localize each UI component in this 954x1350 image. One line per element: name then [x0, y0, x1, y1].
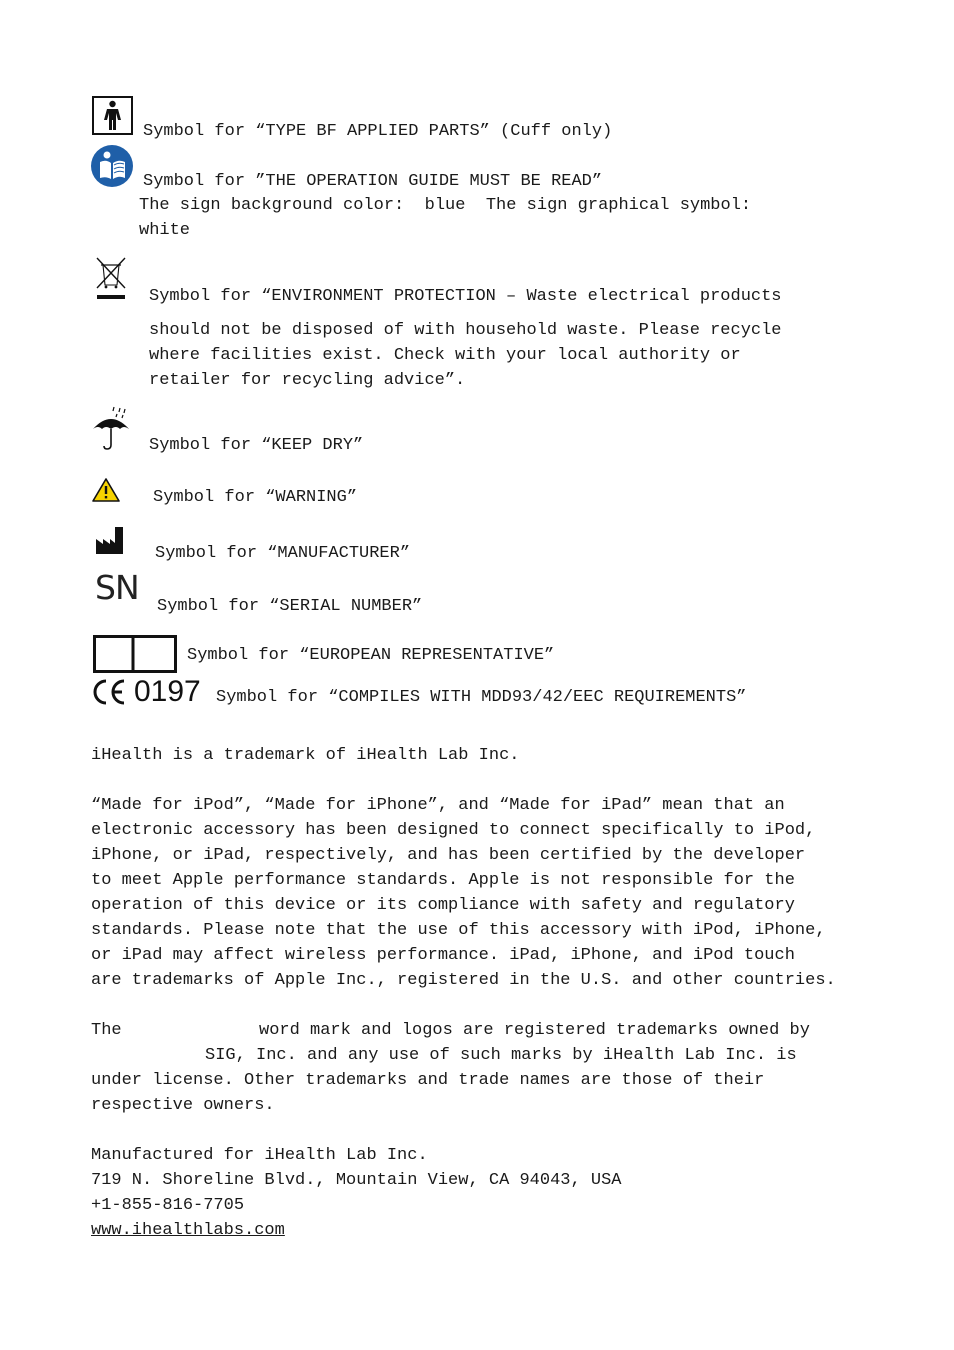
bt-line-4: respective owners. [91, 1096, 275, 1115]
guide-symbol-text: Symbol for ”THE OPERATION GUIDE MUST BE READ” [143, 172, 603, 191]
type-bf-icon [92, 96, 134, 136]
ec-rep-text: Symbol for “EUROPEAN REPRESENTATIVE” [187, 646, 555, 665]
website-link[interactable]: www.ihealthlabs.com [91, 1221, 285, 1240]
warning-icon [91, 477, 121, 503]
weee-text-line-2: should not be disposed of with household waste. Please recycle [149, 321, 782, 340]
apple-line-4: to meet Apple performance standards. Apple is not responsible for the [91, 871, 795, 890]
apple-line-3: iPhone, or iPad, respectively, and has been certified by the developer [91, 846, 806, 865]
weee-text-line-3: where facilities exist. Check with your local authority or [149, 346, 741, 365]
weee-text-line-4: retailer for recycling advice”. [149, 371, 466, 390]
ec-rep-icon [93, 635, 177, 673]
apple-line-6: standards. Please note that the use of this accessory with iPod, iPhone, [91, 921, 826, 940]
bf-symbol-text: Symbol for “TYPE BF APPLIED PARTS” (Cuff only) [143, 122, 613, 141]
phone-number: +1-855-816-7705 [91, 1196, 245, 1215]
apple-line-5: operation of this device or its compliance with safety and regulatory [91, 896, 795, 915]
street-address: 719 N. Shoreline Blvd., Mountain View, CA 94043, USA [91, 1171, 622, 1190]
serial-number-icon: SN [95, 568, 139, 607]
manufacturer-text: Symbol for “MANUFACTURER” [155, 544, 411, 563]
manufactured-for: Manufactured for iHealth Lab Inc. [91, 1146, 428, 1165]
ce-notified-body-number: 0197 [134, 675, 201, 708]
bt-line-1b: word mark and logos are registered trademarks owned by [259, 1021, 810, 1040]
trademark-statement: iHealth is a trademark of iHealth Lab Inc. [91, 746, 520, 765]
bt-line-2: SIG, Inc. and any use of such marks by iHealth Lab Inc. is [205, 1046, 797, 1065]
weee-bin-icon [94, 255, 128, 303]
bt-line-3: under license. Other trademarks and trade names are those of their [91, 1071, 765, 1090]
serial-number-text: Symbol for “SERIAL NUMBER” [157, 597, 423, 616]
apple-line-1: “Made for iPod”, “Made for iPhone”, and “Made for iPad” mean that an [91, 796, 785, 815]
guide-color-note-2: white [139, 221, 191, 240]
weee-symbol-text: Symbol for “ENVIRONMENT PROTECTION – Waste electrical products [149, 287, 782, 306]
ce-text: Symbol for “COMPILES WITH MDD93/42/EEC REQUIREMENTS” [216, 688, 747, 707]
guide-color-note: The sign background color: blue The sign graphical symbol: [139, 196, 752, 215]
bt-line-1a: The [91, 1021, 122, 1040]
manufacturer-icon [95, 525, 125, 555]
warning-text: Symbol for “WARNING” [153, 488, 358, 507]
apple-line-7: or iPad may affect wireless performance. iPad, iPhone, and iPod touch [91, 946, 795, 965]
umbrella-icon [90, 405, 132, 453]
apple-line-2: electronic accessory has been designed to connect specifically to iPod, [91, 821, 816, 840]
ce-mark [90, 674, 201, 710]
apple-line-8: are trademarks of Apple Inc., registered in the U.S. and other countries. [91, 971, 836, 990]
read-guide-icon [90, 144, 135, 188]
keep-dry-text: Symbol for “KEEP DRY” [149, 436, 364, 455]
ce-mark-icon [90, 677, 128, 707]
